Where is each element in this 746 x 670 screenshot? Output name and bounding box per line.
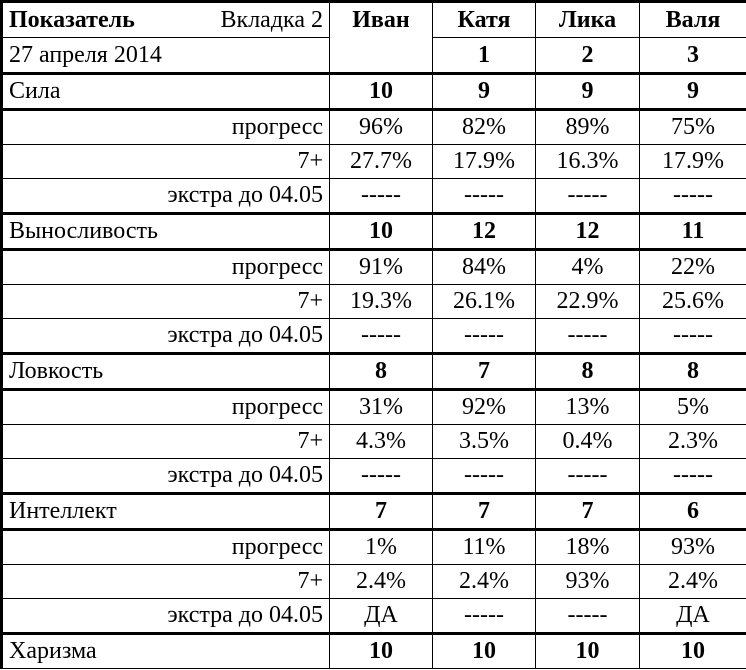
detail-value: 92% <box>433 390 536 425</box>
detail-value: ----- <box>536 599 640 634</box>
section-value: 10 <box>330 214 433 250</box>
section-row-agility <box>2 354 746 390</box>
section-name: Ловкость <box>2 354 330 390</box>
detail-value: 91% <box>330 250 433 285</box>
detail-value: 75% <box>640 110 746 145</box>
section-value: 7 <box>330 494 433 530</box>
section-value: 9 <box>640 74 746 110</box>
header-tab: Вкладка 2 <box>220 7 323 33</box>
section-value: 9 <box>433 74 536 110</box>
header-row-1 <box>2 2 746 38</box>
detail-label: прогресс <box>2 530 330 565</box>
section-name: Выносливость <box>2 214 330 250</box>
detail-row-7plus <box>2 565 746 599</box>
detail-label: прогресс <box>2 250 330 285</box>
detail-label: экстра до 04.05 <box>2 179 330 214</box>
section-name: Интеллект <box>2 494 330 530</box>
detail-value: 89% <box>536 110 640 145</box>
detail-value: 18% <box>536 530 640 565</box>
detail-value: 17.9% <box>433 145 536 179</box>
section-value: 10 <box>330 74 433 110</box>
detail-row-progress <box>2 110 746 145</box>
detail-row-7plus <box>2 145 746 179</box>
detail-value: ----- <box>330 319 433 354</box>
player-number-lika: 2 <box>536 38 640 74</box>
section-value: 10 <box>433 634 536 669</box>
detail-value: ДА <box>330 599 433 634</box>
detail-value: ----- <box>640 179 746 214</box>
detail-value: ----- <box>640 459 746 494</box>
section-value: 6 <box>640 494 746 530</box>
detail-value: 4% <box>536 250 640 285</box>
detail-value: ----- <box>433 179 536 214</box>
detail-row-extra <box>2 319 746 354</box>
section-name: Харизма <box>2 634 330 669</box>
detail-value: 16.3% <box>536 145 640 179</box>
detail-label: экстра до 04.05 <box>2 319 330 354</box>
section-value: 7 <box>433 494 536 530</box>
section-value: 10 <box>330 634 433 669</box>
detail-value: 2.4% <box>433 565 536 599</box>
detail-row-extra <box>2 599 746 634</box>
detail-row-progress <box>2 390 746 425</box>
detail-value: 17.9% <box>640 145 746 179</box>
section-value: 8 <box>330 354 433 390</box>
player-name-ivan: Иван <box>330 2 433 74</box>
detail-label: 7+ <box>2 145 330 179</box>
header-title: Показатель <box>9 7 135 33</box>
detail-value: 26.1% <box>433 285 536 319</box>
detail-value: 3.5% <box>433 425 536 459</box>
detail-label: прогресс <box>2 110 330 145</box>
detail-row-7plus <box>2 425 746 459</box>
detail-value: ----- <box>433 599 536 634</box>
detail-value: 2.4% <box>330 565 433 599</box>
detail-label: 7+ <box>2 565 330 599</box>
player-name-valya: Валя <box>640 2 746 38</box>
detail-row-progress <box>2 530 746 565</box>
player-name-lika: Лика <box>536 2 640 38</box>
section-name: Сила <box>2 74 330 110</box>
detail-value: 2.3% <box>640 425 746 459</box>
detail-value: 2.4% <box>640 565 746 599</box>
detail-value: ----- <box>433 319 536 354</box>
section-value: 11 <box>640 214 746 250</box>
section-value: 10 <box>640 634 746 669</box>
detail-value: 25.6% <box>640 285 746 319</box>
detail-value: 27.7% <box>330 145 433 179</box>
detail-value: ----- <box>330 459 433 494</box>
detail-value: ----- <box>536 319 640 354</box>
section-value: 9 <box>536 74 640 110</box>
section-row-endurance <box>2 214 746 250</box>
detail-label: 7+ <box>2 425 330 459</box>
section-row-intellect <box>2 494 746 530</box>
detail-value: ----- <box>330 179 433 214</box>
detail-value: 31% <box>330 390 433 425</box>
player-number-katya: 1 <box>433 38 536 74</box>
player-name-katya: Катя <box>433 2 536 38</box>
detail-value: 1% <box>330 530 433 565</box>
section-value: 7 <box>433 354 536 390</box>
section-row-strength <box>2 74 746 110</box>
detail-value: 84% <box>433 250 536 285</box>
detail-row-progress <box>2 250 746 285</box>
detail-value: 5% <box>640 390 746 425</box>
section-value: 8 <box>640 354 746 390</box>
detail-value: 0.4% <box>536 425 640 459</box>
detail-label: прогресс <box>2 390 330 425</box>
detail-value: ДА <box>640 599 746 634</box>
detail-value: ----- <box>536 459 640 494</box>
detail-value: 96% <box>330 110 433 145</box>
section-value: 10 <box>536 634 640 669</box>
detail-label: экстра до 04.05 <box>2 459 330 494</box>
detail-value: 13% <box>536 390 640 425</box>
detail-value: 11% <box>433 530 536 565</box>
header-date: 27 апреля 2014 <box>2 38 330 74</box>
detail-label: 7+ <box>2 285 330 319</box>
detail-value: ----- <box>433 459 536 494</box>
section-value: 8 <box>536 354 640 390</box>
detail-value: 82% <box>433 110 536 145</box>
section-row-charisma <box>2 634 746 669</box>
detail-value: ----- <box>536 179 640 214</box>
section-value: 7 <box>536 494 640 530</box>
detail-row-7plus <box>2 285 746 319</box>
detail-value: 22% <box>640 250 746 285</box>
section-value: 12 <box>536 214 640 250</box>
detail-row-extra <box>2 179 746 214</box>
detail-value: ----- <box>640 319 746 354</box>
header-title-cell <box>2 2 330 38</box>
detail-value: 4.3% <box>330 425 433 459</box>
detail-row-extra <box>2 459 746 494</box>
detail-label: экстра до 04.05 <box>2 599 330 634</box>
player-number-valya: 3 <box>640 38 746 74</box>
stats-table-body <box>2 2 746 669</box>
detail-value: 93% <box>640 530 746 565</box>
detail-value: 19.3% <box>330 285 433 319</box>
detail-value: 22.9% <box>536 285 640 319</box>
detail-value: 93% <box>536 565 640 599</box>
section-value: 12 <box>433 214 536 250</box>
